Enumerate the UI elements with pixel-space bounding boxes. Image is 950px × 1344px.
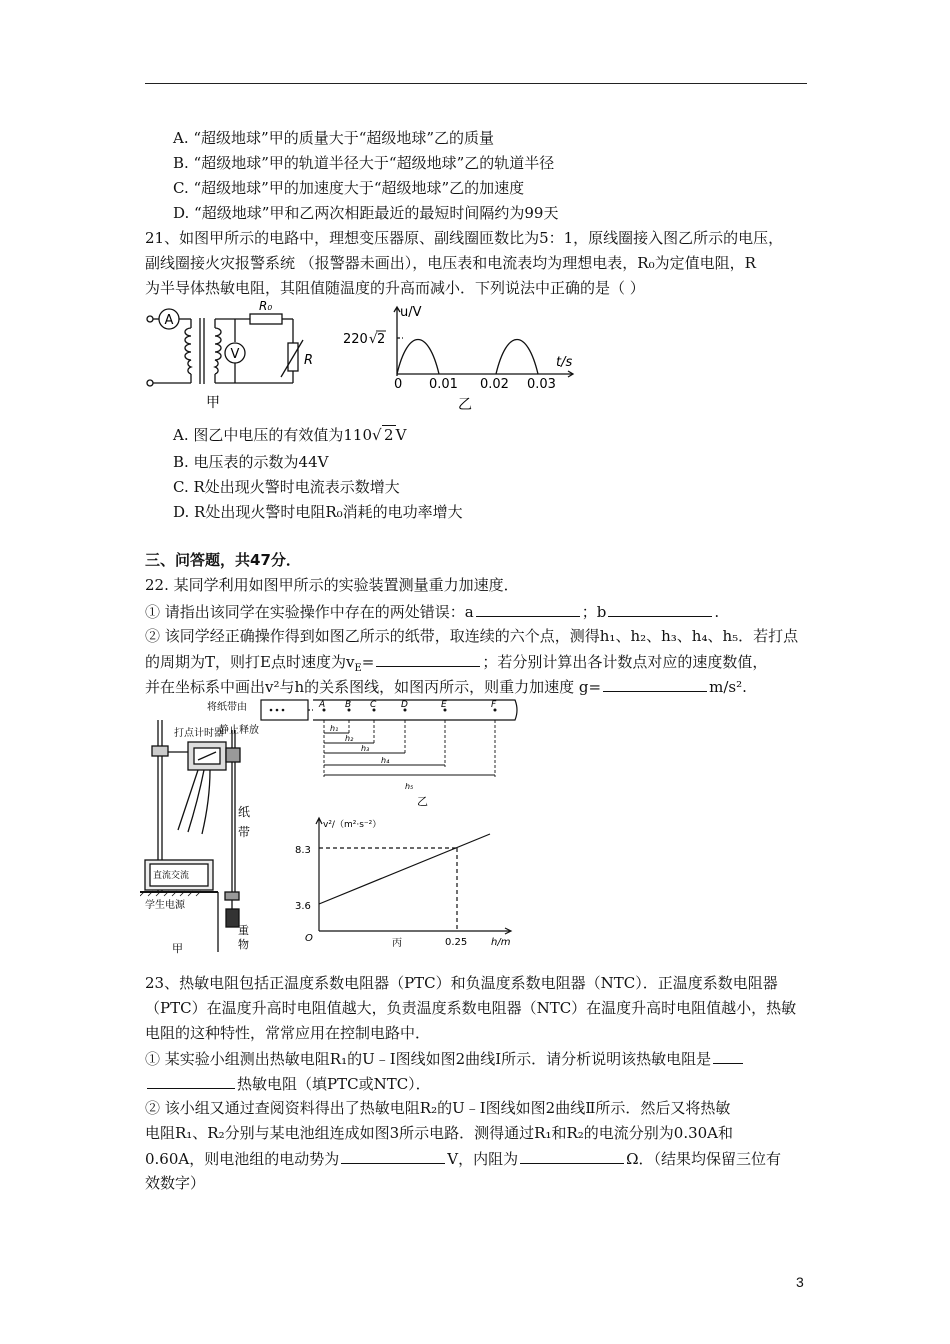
bing-ylabel: v²/（m²·s⁻²）: [323, 820, 382, 830]
bing-xtick: 0.25: [445, 937, 468, 948]
answer-blank-resistance[interactable]: [520, 1148, 624, 1164]
yi-peak-root: 2: [377, 332, 386, 347]
q22-line-1: [145, 601, 719, 622]
q22-line3-c: ；若分别计算出各计数点对应的速度数值，: [482, 653, 768, 671]
q22-line1-end: .: [714, 603, 720, 621]
q23-line-2: （PTC）在温度升高时电阻值越大，负责温度系数电阻器（NTC）在温度升高时电阻值越小，热敏: [145, 999, 797, 1017]
yi-tick-0: 0: [394, 377, 403, 392]
q23-line8-a: 0.60A，则电池组的电动势为: [145, 1150, 340, 1168]
q21-option-b: B. 电压表的示数为44V: [173, 453, 329, 471]
fig-jia-caption: 甲: [206, 395, 220, 411]
yi-xlabel: t/s: [556, 355, 573, 370]
bing-origin: O: [305, 933, 313, 944]
q22-line3-b: =: [361, 653, 375, 671]
fig-jia2-caption: 甲: [172, 942, 183, 955]
q21-option-a-prefix: A. 图乙中电压的有效值为110: [173, 426, 373, 444]
page-number: 3: [796, 1274, 804, 1290]
yi-peak-sqrt: √: [369, 332, 378, 347]
bing-ytick-1: 8.3: [295, 845, 311, 856]
q23-line-7: 电阻R₁、R₂分别与某电池组连成如图3所示电路．测得通过R₁和R₂的电流分别为0.30A和: [145, 1124, 734, 1142]
tape-h3: h₃: [361, 744, 370, 753]
q21-option-a-suffix: V: [395, 426, 407, 444]
tape-point-b: B: [345, 700, 352, 710]
q23-line-6: ② 该小组又通过查阅资料得出了热敏电阻R₂的U﹣I图线如图2曲线Ⅱ所示．然后又将热敏: [145, 1099, 731, 1117]
fig-bing-caption: 丙: [392, 938, 402, 949]
q23-line8-b: V，内阻为: [447, 1150, 519, 1168]
q20-option-a: A. “超级地球”甲的质量大于“超级地球”乙的质量: [173, 129, 495, 147]
q21-voltage-graph: [340, 302, 580, 412]
switch-label: 直流交流: [153, 871, 190, 881]
q20-option-c: C. “超级地球”甲的加速度大于“超级地球”乙的加速度: [173, 179, 525, 197]
q23-line4-text: ① 某实验小组测出热敏电阻R₁的U﹣I图线如图2曲线Ⅰ所示．请分析说明该热敏电阻是: [145, 1050, 712, 1068]
header-rule: [145, 83, 807, 84]
q23-line5-text: 热敏电阻（填PTC或NTC）．: [237, 1075, 431, 1093]
answer-blank-emf[interactable]: [341, 1148, 445, 1164]
q22-line4-a: 并在坐标系中画出v²与h的关系图线，如图丙所示，则重力加速度 g=: [145, 678, 602, 696]
tape-point-c: C: [370, 700, 377, 710]
answer-blank-ve[interactable]: [376, 651, 480, 667]
q21-stem-1: 21、如图甲所示的电路中，理想变压器原、副线圈匝数比为5：1，原线圈接入图乙所示的电压，: [145, 229, 784, 247]
q22-tape-figure: [205, 697, 525, 809]
q22-stem: 22. 某同学利用如图甲所示的实验装置测量重力加速度．: [145, 576, 519, 594]
sqrt-symbol: √ 2: [372, 426, 394, 444]
tape-h1: h₁: [330, 724, 339, 733]
q22-line4-b: m/s².: [709, 678, 747, 696]
q22-line-2: ② 该同学经正确操作得到如图乙所示的纸带，取连续的六个点，测得h₁、h₂、h₃、h₄、h₅．若打点: [145, 627, 799, 645]
yi-tick-1: 0.01: [429, 377, 458, 392]
q23-line-8: [145, 1148, 781, 1169]
tape-release-label: 将纸带由: [207, 702, 247, 713]
q23-line-4: [145, 1048, 745, 1069]
ammeter-label: A: [164, 313, 174, 328]
q22-line-4: [145, 676, 747, 697]
timer-label: 打点计时器: [174, 728, 224, 739]
q22-line1-a: ① 请指出该同学在实验操作中存在的两处错误：a: [145, 603, 474, 621]
yi-tick-3: 0.03: [527, 377, 556, 392]
voltmeter-label: V: [230, 347, 240, 362]
section-title: 三、问答题，共47分．: [145, 551, 301, 569]
q22-line3-a: 的周期为T，则打E点时速度为v: [145, 653, 355, 671]
bing-xlabel: h/m: [491, 937, 511, 948]
tape-point-e: E: [441, 700, 447, 710]
tape-h4: h₄: [381, 756, 390, 765]
bing-ytick-2: 3.6: [295, 901, 311, 912]
fig-yi-caption: 乙: [458, 397, 472, 412]
q20-option-d: D. “超级地球”甲和乙两次相距最近的最短时间隔约为99天: [173, 204, 559, 222]
power-label: 学生电源: [145, 900, 185, 911]
answer-blank-a[interactable]: [476, 601, 580, 617]
tape-h5: h₅: [405, 782, 414, 791]
tape-point-f: F: [491, 700, 497, 710]
q21-stem-3: 为半导体热敏电阻，其阻值随温度的升高而减小．下列说法中正确的是（ ）: [145, 279, 645, 297]
q22-line3-sub: E: [354, 663, 362, 674]
weight-label-2: 物: [238, 938, 249, 951]
tape-release-label-2: 静止释放: [219, 725, 259, 736]
tape-label-2: 带: [238, 825, 251, 839]
yi-tick-2: 0.02: [480, 377, 509, 392]
q23-line-1: 23、热敏电阻包括正温度系数电阻器（PTC）和负温度系数电阻器（NTC）．正温度系数电阻器: [145, 974, 778, 992]
answer-blank-type-start[interactable]: [713, 1048, 743, 1064]
q21-option-c: C. R处出现火警时电流表示数增大: [173, 478, 400, 496]
tape-point-a: A: [319, 700, 326, 710]
q21-stem-2: 副线圈接火灾报警系统 （报警器未画出），电压表和电流表均为理想电表，R₀为定值电阻，R: [145, 254, 756, 272]
weight-label-1: 重: [238, 924, 249, 937]
yi-peak-prefix: 220: [343, 332, 368, 347]
q23-line-9: 效数字）: [145, 1174, 206, 1192]
r-label: R: [304, 353, 314, 368]
q22-v2-h-graph: [295, 813, 520, 953]
q22-line-3: [145, 651, 767, 679]
answer-blank-g[interactable]: [603, 676, 707, 692]
answer-blank-b[interactable]: [608, 601, 712, 617]
fig-yi2-caption: 乙: [417, 795, 428, 808]
tape-point-d: D: [401, 700, 408, 710]
q23-line-5: [145, 1073, 431, 1094]
q21-circuit-figure: [143, 298, 323, 413]
q23-line-3: 电阻的这种特性，常常应用在控制电路中．: [145, 1024, 431, 1042]
q20-option-b: B. “超级地球”甲的轨道半径大于“超级地球”乙的轨道半径: [173, 154, 555, 172]
q21-option-a: [173, 425, 406, 445]
tape-h2: h₂: [345, 734, 354, 743]
q23-line8-c: Ω．（结果均保留三位有: [626, 1150, 782, 1168]
yi-ylabel: u/V: [400, 305, 422, 320]
r0-label: R₀: [259, 299, 273, 313]
q21-option-a-root: 2: [384, 426, 394, 444]
q21-option-d: D. R处出现火警时电阻R₀消耗的电功率增大: [173, 503, 463, 521]
q22-line1-b: ；b: [581, 603, 607, 621]
answer-blank-type[interactable]: [147, 1073, 235, 1089]
tape-label-1: 纸: [238, 805, 251, 819]
